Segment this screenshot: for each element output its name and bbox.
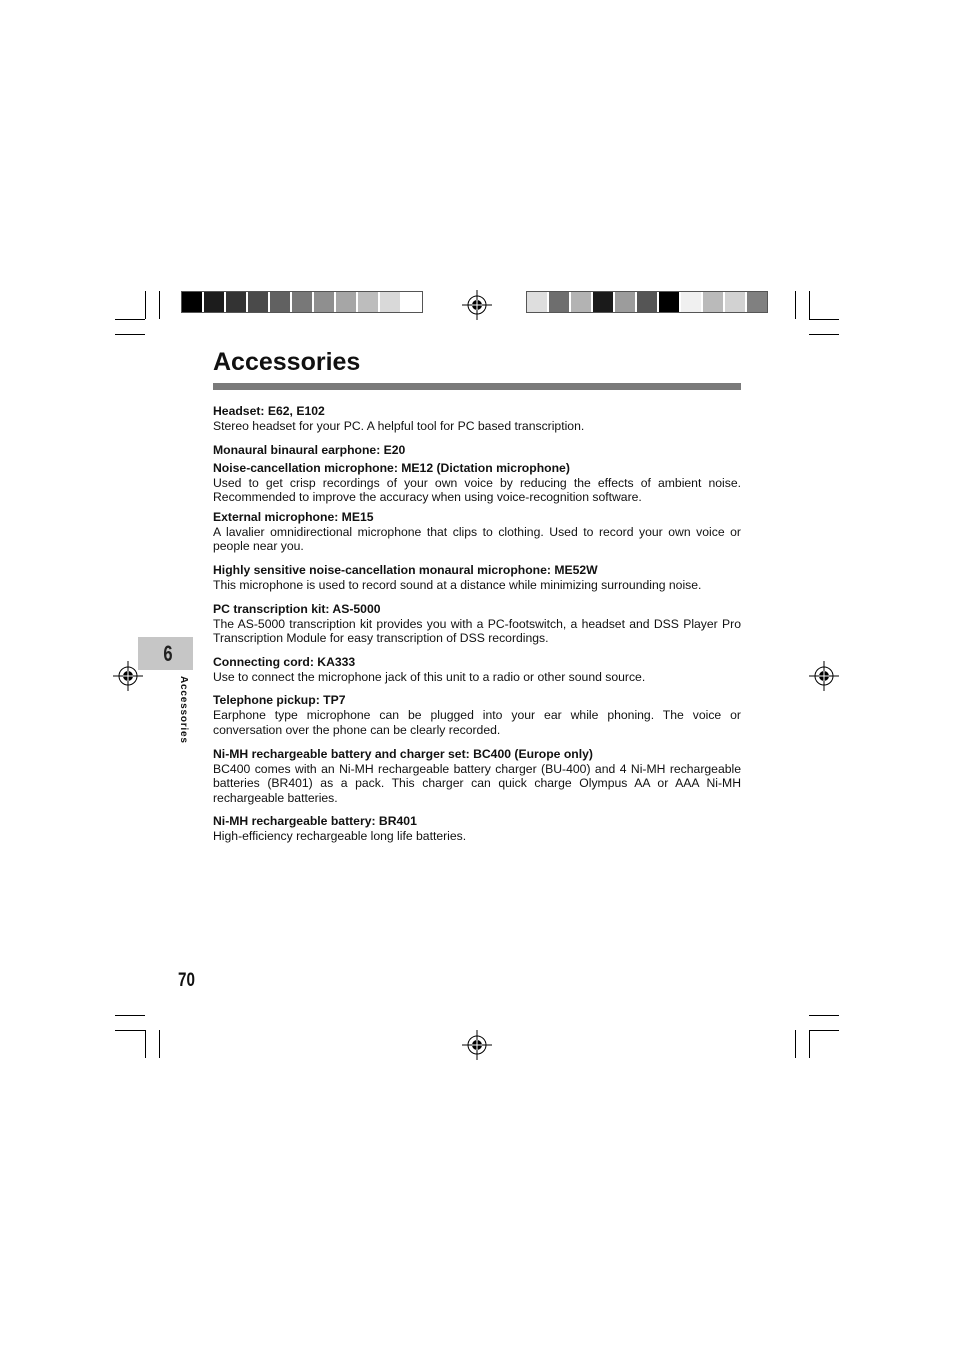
- accessory-heading: Highly sensitive noise-cancellation monaural microphone: ME52W: [213, 562, 598, 577]
- crop-mark: [795, 291, 796, 319]
- crop-mark: [809, 291, 810, 319]
- color-swatch: [681, 292, 703, 312]
- accessory-description: Use to connect the microphone jack of this unit to a radio or other sound source.: [213, 669, 646, 684]
- accessory-description: A lavalier omnidirectional microphone that clips to clothing. Used to record your own voice or people near you.: [213, 524, 741, 554]
- accessory-description: BC400 comes with an Ni-MH rechargeable battery charger (BU-400) and 4 Ni-MH rechargeable batteries (BR401) as a pack. This charger can quick charge Olympus AA or AAA Ni-MH rechargeable batteries.: [213, 761, 741, 805]
- accessory-item: [213, 814, 741, 844]
- accessory-heading: PC transcription kit: AS-5000: [213, 601, 381, 616]
- accessory-item: [213, 747, 741, 806]
- color-swatch: [336, 292, 358, 312]
- crop-mark: [115, 1015, 145, 1016]
- crop-mark: [115, 334, 145, 335]
- crop-mark: [159, 1030, 160, 1058]
- page-title: Accessories: [213, 348, 361, 376]
- chapter-tab: [138, 637, 193, 670]
- accessory-item: [213, 693, 741, 737]
- crop-mark: [159, 291, 160, 319]
- color-swatch: [747, 292, 767, 312]
- accessory-heading: Connecting cord: KA333: [213, 654, 356, 669]
- color-swatch: [380, 292, 402, 312]
- color-swatch: [637, 292, 659, 312]
- accessory-heading: Headset: E62, E102: [213, 404, 325, 418]
- crop-mark: [795, 1030, 796, 1058]
- color-swatch: [248, 292, 270, 312]
- accessory-heading: Monaural binaural earphone: E20: [213, 442, 406, 457]
- accessories-list: [213, 404, 741, 844]
- accessory-heading: Ni-MH rechargeable battery: BR401: [213, 814, 417, 829]
- title-underline: [213, 383, 741, 390]
- color-swatch: [314, 292, 336, 312]
- color-swatch: [703, 292, 725, 312]
- color-swatch: [659, 292, 681, 312]
- color-swatch: [725, 292, 747, 312]
- color-swatch: [226, 292, 248, 312]
- accessory-item: [213, 404, 741, 434]
- accessory-item: [213, 563, 741, 593]
- crop-mark: [809, 1015, 839, 1016]
- color-swatch: [571, 292, 593, 312]
- color-swatch: [270, 292, 292, 312]
- accessory-description: Stereo headset for your PC. A helpful tool for PC based transcription.: [213, 419, 585, 433]
- accessory-description: This microphone is used to record sound at a distance while minimizing surrounding noise.: [213, 577, 702, 592]
- color-swatch: [402, 292, 422, 312]
- accessory-description: Earphone type microphone can be plugged into your ear while phoning. The voice or conversation over the phone can be clearly recorded.: [213, 708, 741, 737]
- crop-mark: [115, 1030, 145, 1031]
- color-swatch: [182, 292, 204, 312]
- accessory-item: [213, 655, 741, 685]
- color-swatch: [204, 292, 226, 312]
- crop-mark: [809, 1030, 839, 1031]
- crop-mark: [809, 319, 839, 320]
- registration-mark-icon: [809, 661, 839, 691]
- color-swatch: [615, 292, 637, 312]
- accessory-heading: Ni-MH rechargeable battery and charger set: BC400 (Europe only): [213, 746, 593, 761]
- crop-mark: [145, 1030, 146, 1058]
- accessory-heading: External microphone: ME15: [213, 509, 374, 524]
- chapter-side-label: Accessories: [178, 676, 189, 744]
- crop-mark: [809, 1030, 810, 1058]
- accessory-item: [213, 443, 741, 458]
- color-swatch: [593, 292, 615, 312]
- accessory-item: [213, 461, 741, 505]
- chapter-number: 6: [163, 641, 173, 666]
- accessory-heading: Telephone pickup: TP7: [213, 693, 346, 708]
- accessory-description: High-efficiency rechargeable long life batteries.: [213, 829, 467, 844]
- color-calibration-bar-left: [181, 291, 423, 313]
- accessory-item: [213, 510, 741, 554]
- color-swatch: [292, 292, 314, 312]
- crop-mark: [809, 334, 839, 335]
- crop-mark: [115, 319, 145, 320]
- crop-mark: [145, 291, 146, 319]
- accessory-heading: Noise-cancellation microphone: ME12 (Dictation microphone): [213, 460, 570, 475]
- color-calibration-bar-right: [526, 291, 768, 313]
- accessory-description: The AS-5000 transcription kit provides you with a PC-footswitch, a headset and DSS Player Pro Transcription Module for easy transcription of DSS recordings.: [213, 616, 741, 646]
- page-number: 70: [178, 970, 195, 991]
- registration-mark-icon: [462, 1030, 492, 1060]
- accessory-item: [213, 602, 741, 646]
- registration-mark-icon: [462, 290, 492, 320]
- color-swatch: [527, 292, 549, 312]
- accessory-description: Used to get crisp recordings of your own voice by reducing the effects of ambient noise. Recommended to improve the accuracy when using voice-recognition software.: [213, 475, 741, 505]
- color-swatch: [358, 292, 380, 312]
- color-swatch: [549, 292, 571, 312]
